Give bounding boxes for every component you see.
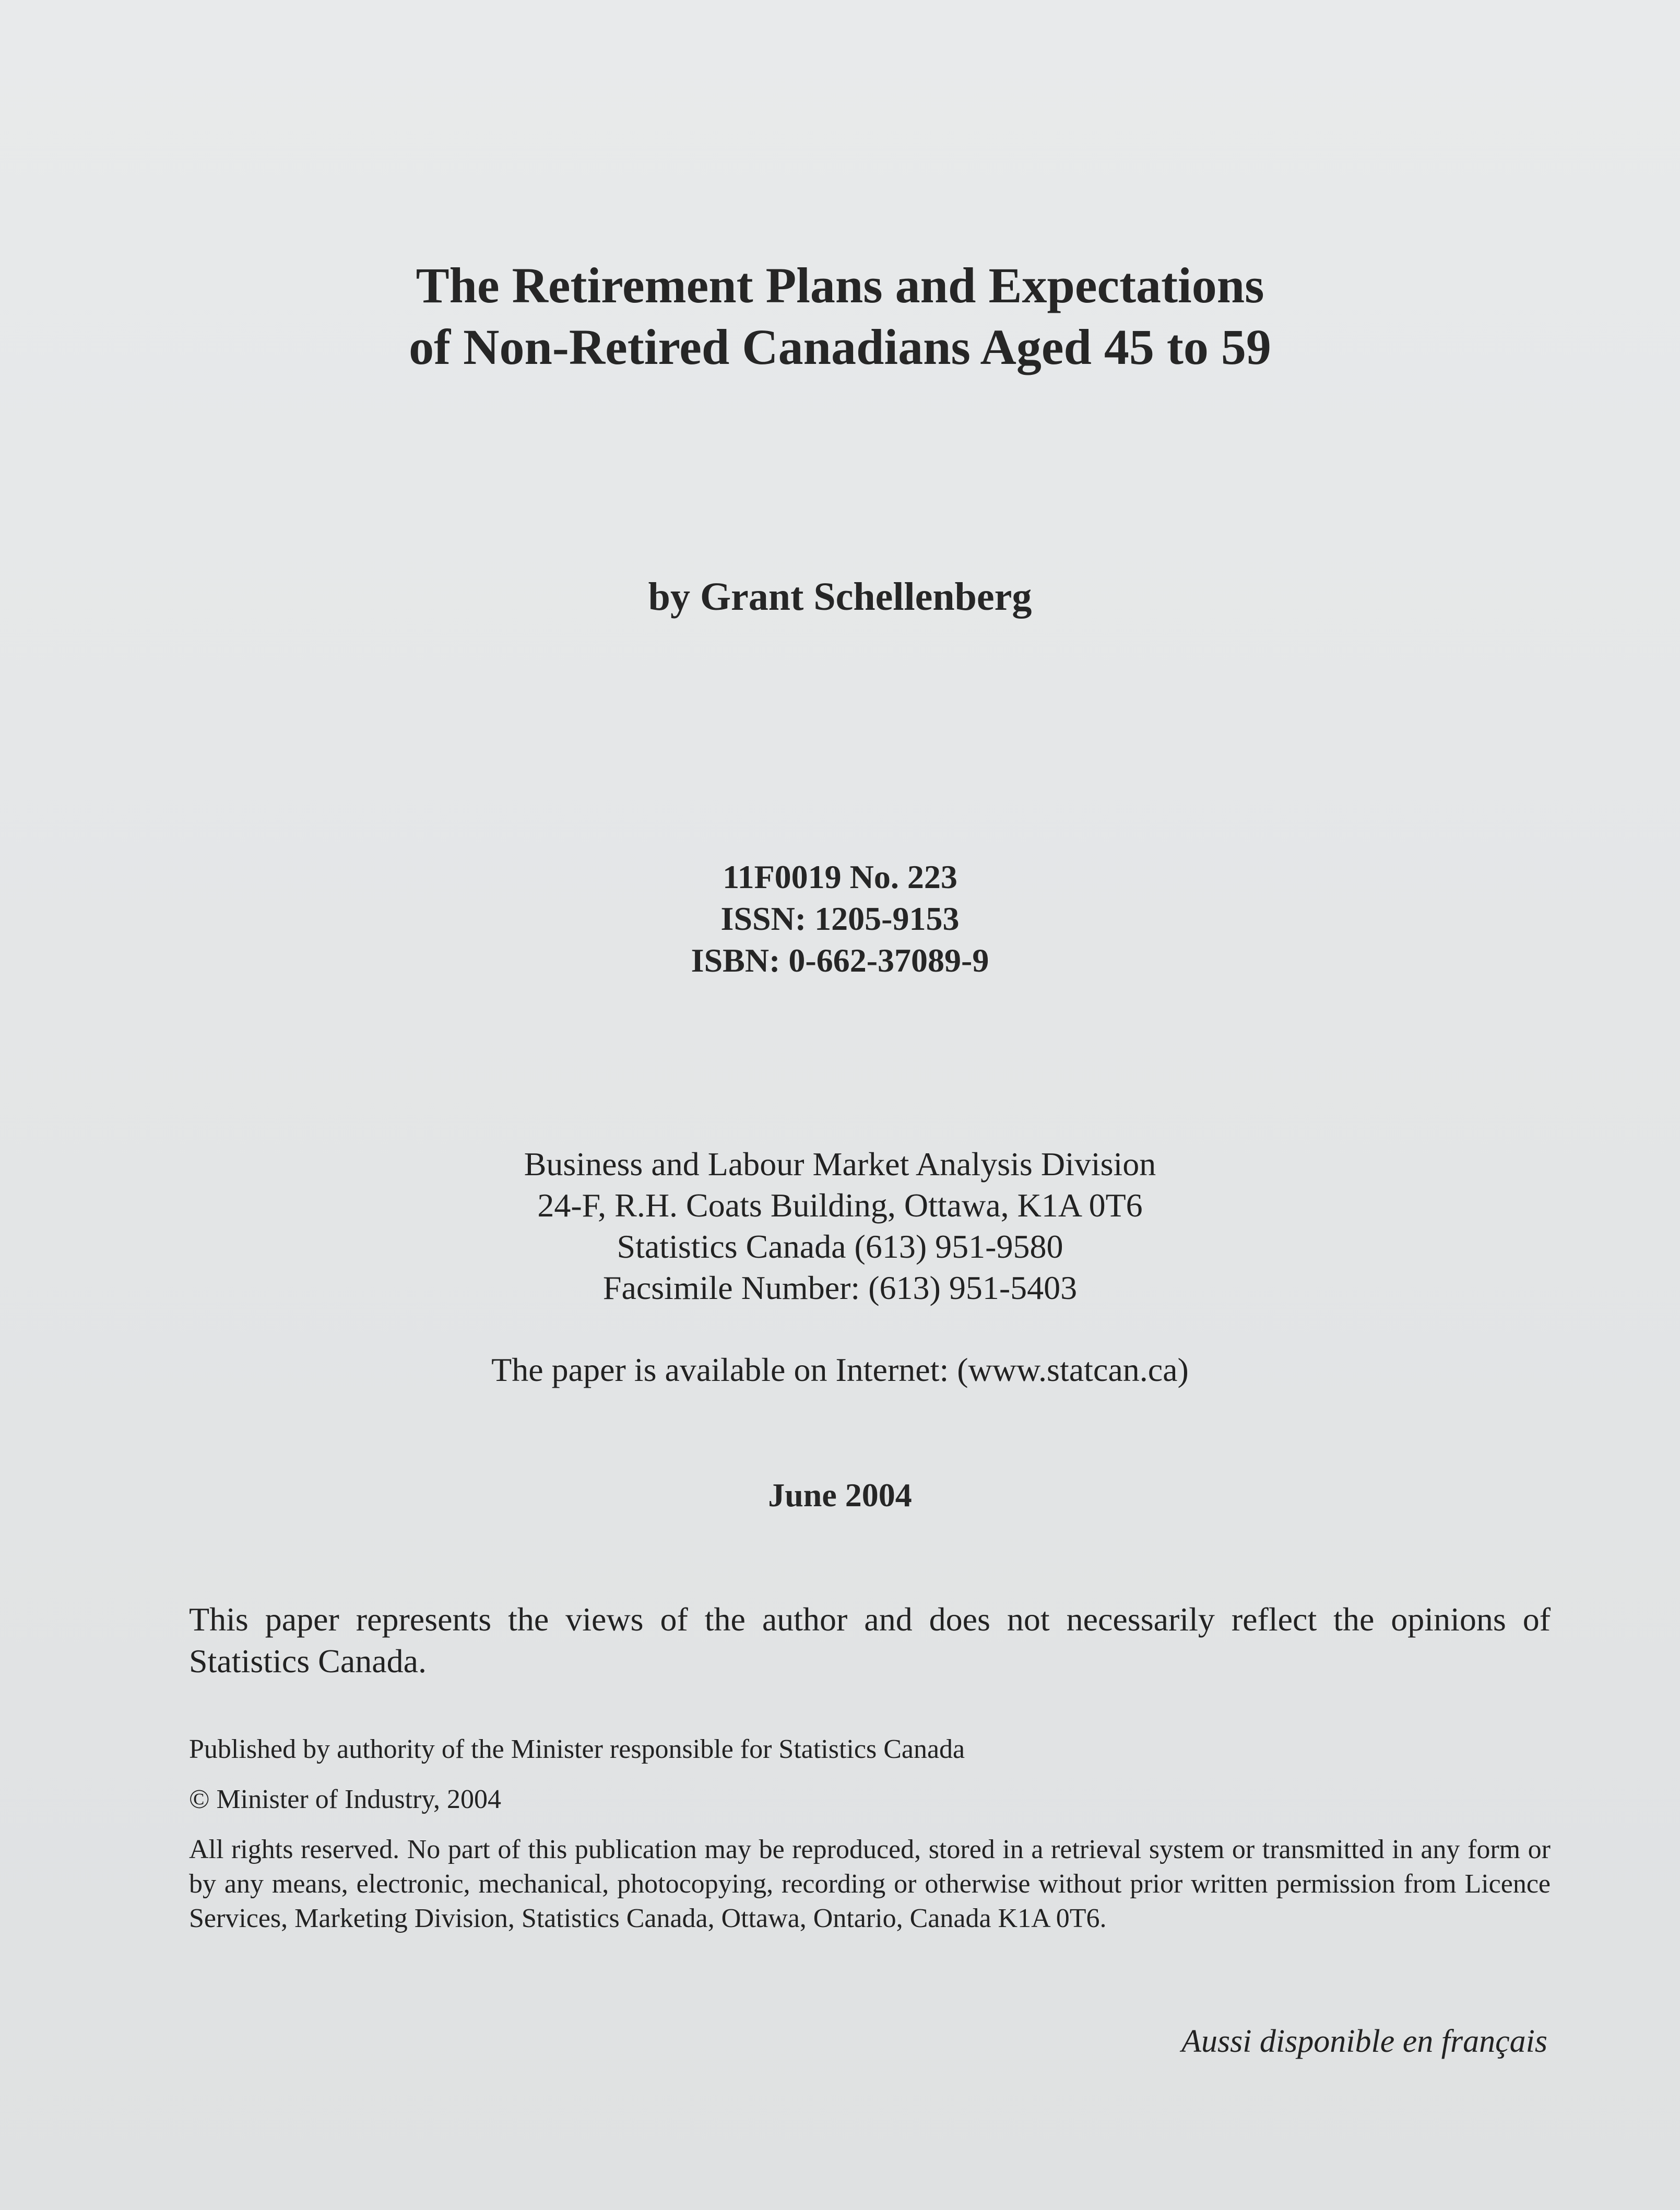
fax-number: Facsimile Number: (613) 951-5403 xyxy=(602,1269,1078,1306)
copyright-text: © Minister of Industry, 2004 xyxy=(189,1784,501,1814)
catalogue-number: 11F0019 No. 223 xyxy=(723,858,957,895)
french-availability-note: Aussi disponible en français xyxy=(1181,2024,1547,2059)
title-line-1: The Retirement Plans and Expectations xyxy=(416,257,1264,313)
contact-address xyxy=(0,1143,1680,1308)
title-line-2: of Non-Retired Canadians Aged 45 to 59 xyxy=(409,319,1271,375)
published-by-text: Published by authority of the Minister responsible for Statistics Canada xyxy=(189,1734,965,1764)
issn-number: ISSN: 1205-9153 xyxy=(720,900,960,937)
rights-reserved-text: All rights reserved. No part of this publication may be reproduced, stored in a retrieval system or transmitted in any form or by any means, electronic, mechanical, photocopying, recording or otherwise without prior written permission from Licence Services, Marketing Division, Statistics Canada, Ottawa, Ontario, Canada K1A 0T6. xyxy=(189,1835,1551,1933)
disclaimer-text: This paper represents the views of the author and does not necessarily reflect the opinions of Statistics Canada. xyxy=(189,1601,1551,1680)
division-name: Business and Labour Market Analysis Division xyxy=(524,1145,1156,1183)
internet-availability: The paper is available on Internet: (www.statcan.ca) xyxy=(491,1351,1189,1388)
isbn-number: ISBN: 0-662-37089-9 xyxy=(691,942,989,979)
author-byline: by Grant Schellenberg xyxy=(648,575,1032,619)
publication-identifiers xyxy=(0,856,1680,982)
building-address: 24-F, R.H. Coats Building, Ottawa, K1A 0T6 xyxy=(537,1187,1143,1224)
phone-number: Statistics Canada (613) 951-9580 xyxy=(617,1228,1063,1265)
document-title xyxy=(0,255,1680,378)
publication-date: June 2004 xyxy=(768,1476,912,1514)
